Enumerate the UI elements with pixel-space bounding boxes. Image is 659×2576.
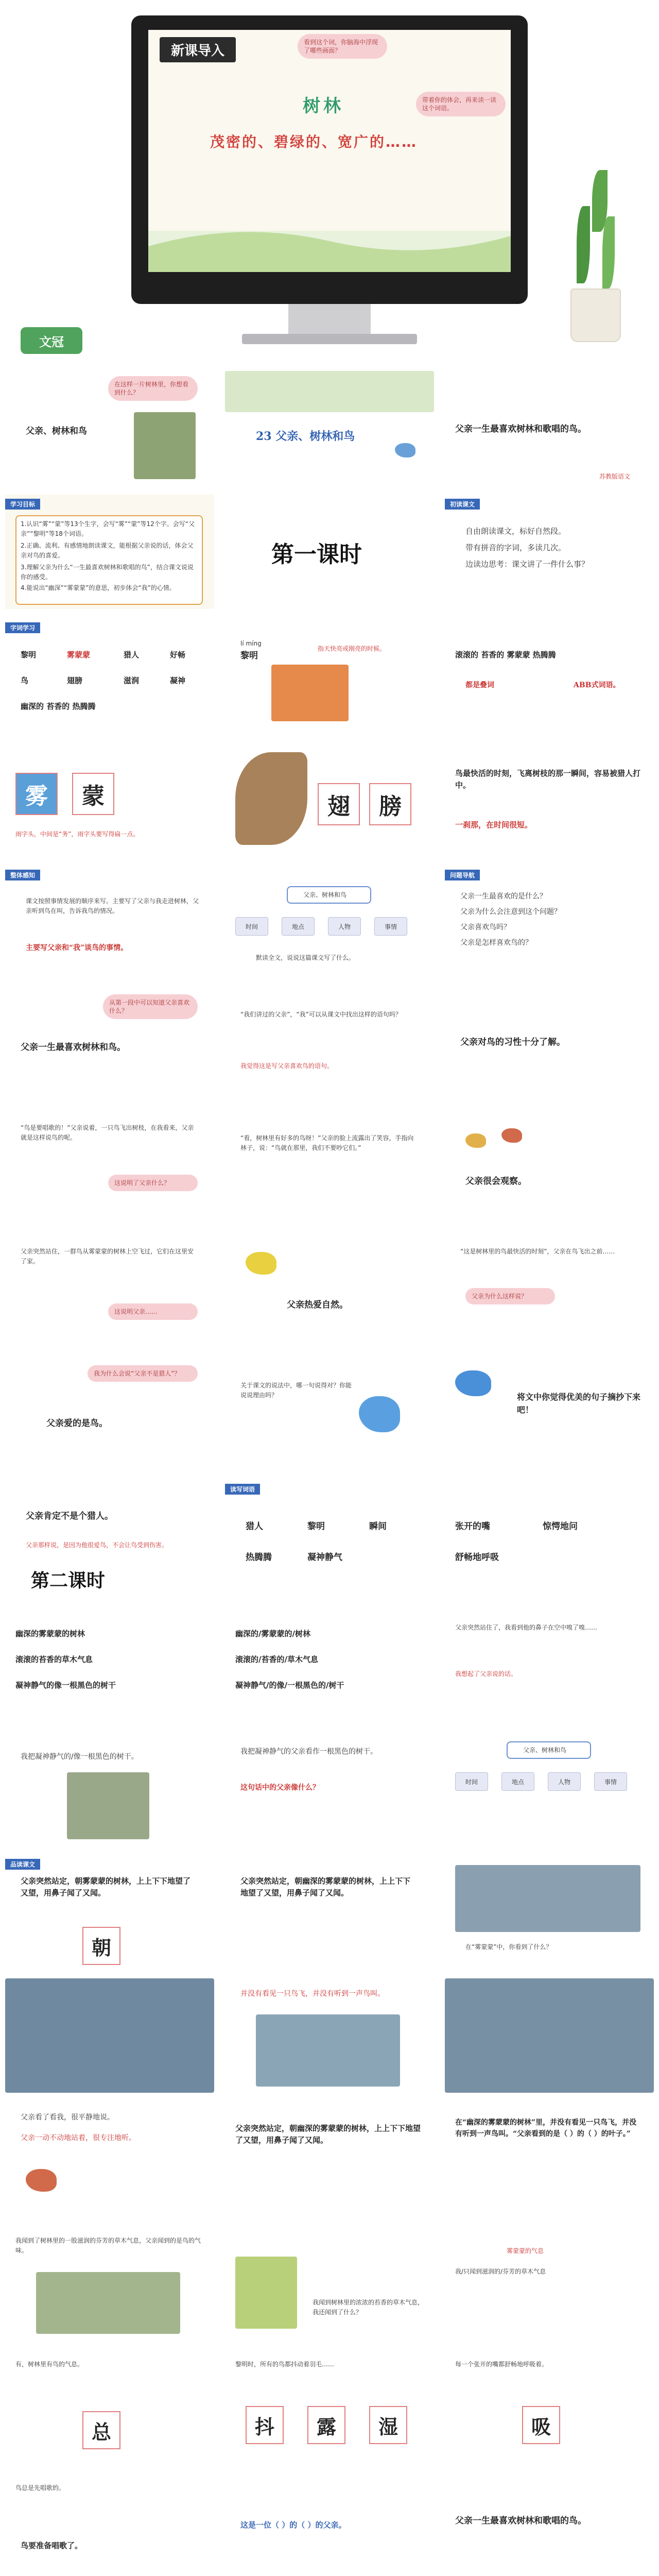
- slide-text: 父亲突然站定，朝雾蒙蒙的树林，上上下下地望了又望，用鼻子闻了又闻。: [21, 1876, 191, 1898]
- slide-26: [225, 1360, 434, 1475]
- slide-text: “这是树林里的鸟最快活的时刻”，父亲在鸟飞出之前……: [460, 1248, 615, 1255]
- label-pill: 时间: [455, 1772, 488, 1791]
- slide-text: 父亲热爱自然。: [287, 1300, 348, 1310]
- slide-15: [445, 866, 654, 980]
- bird-icon: [395, 443, 415, 457]
- slide-cloud: 从第一段中可以知道父亲喜欢什么？: [103, 994, 198, 1019]
- slide-30: [445, 1484, 654, 1598]
- box-title: 父亲、树林和鸟: [303, 891, 347, 899]
- slide-22: [5, 1236, 214, 1351]
- slide-text: 父亲一生最喜欢树林和鸟。: [21, 1042, 126, 1053]
- slide-caption: 我/只闻到滋润的/芬芳的草木气息: [455, 2268, 546, 2275]
- slide-line: 凝神静气/的像/一根黑色的/树干: [235, 1681, 344, 1690]
- slide-38: [5, 1855, 214, 1969]
- vocab-word: 黎明: [240, 651, 258, 661]
- slide-text: 鸟总是先唱歌的。: [15, 2484, 65, 2492]
- char-box: 湿: [369, 2406, 407, 2444]
- char-box: 总: [82, 2411, 120, 2449]
- slide-line: 滚滚的 苔香的 雾蒙蒙 热腾腾: [455, 650, 556, 659]
- monitor-base: [242, 334, 417, 344]
- slide-48: [225, 2226, 434, 2340]
- word-2: 雾蒙蒙: [67, 650, 91, 659]
- char-box: 膀: [369, 783, 411, 825]
- bird-icon: [246, 1252, 276, 1275]
- slide-caption: 苏教版语文: [599, 473, 631, 480]
- slide-17: [225, 989, 434, 1104]
- monitor-screen: [148, 30, 511, 272]
- slide-text: 课文按照事情发展的顺序来写。主要写了父亲与我走进树林，父亲听到鸟在叫，告诉我鸟的情况。: [26, 897, 199, 914]
- word-6: 翅膀: [67, 676, 83, 685]
- word-4: 好畅: [170, 650, 186, 659]
- slide-text-2: 鸟要准备唱歌了。: [21, 2541, 83, 2550]
- slide-19: [5, 1113, 214, 1227]
- slide-cloud: 这说明了父亲什么？: [108, 1175, 198, 1191]
- plant-pot: [570, 289, 621, 342]
- slide-line: 都是叠词: [465, 681, 494, 689]
- label-pill: 事情: [594, 1772, 627, 1791]
- slide-44: [5, 2102, 214, 2216]
- title-box: [507, 1741, 591, 1759]
- char-box: 吸: [522, 2406, 560, 2444]
- word-1: 张开的嘴: [455, 1521, 490, 1532]
- slide-32: [5, 1607, 214, 1722]
- slide-text: 这是一位（ ）的（ ）的父亲。: [240, 2520, 346, 2530]
- slide-text: 父亲一生最喜欢树林和歌唱的鸟。: [455, 424, 586, 434]
- slide-5: [225, 495, 434, 609]
- slide-text: 父亲对鸟的习性十分了解。: [460, 1037, 565, 1047]
- word-3: 舒畅地呼吸: [455, 1552, 499, 1563]
- monitor-stand: [288, 304, 371, 335]
- bird-icon: [501, 1128, 522, 1143]
- slide-10: [5, 742, 214, 856]
- slide-6: [445, 495, 654, 609]
- slide-text: 关于课文的说法中，哪一句说得对？你能说说理由吗？: [240, 1382, 352, 1399]
- slide-text: 在“幽深的雾蒙蒙的树林”里，并没有看见一只鸟飞，并没有听到一声鸟叫。“父亲看到的是（ ）的（ ）的叶子。”: [455, 2119, 637, 2138]
- slide-tag: 读写词语: [225, 1484, 260, 1495]
- objective-4: 4.能说出“幽深”“雾蒙蒙”的意思，初步体会“我”的心情。: [21, 584, 176, 591]
- label-pill: 人物: [548, 1772, 581, 1791]
- slide-tag: 初读课文: [445, 499, 480, 510]
- slide-tag: 学习目标: [5, 499, 40, 510]
- slide-text: 有，树林里有鸟的气息。: [15, 2361, 84, 2368]
- hero-section: [0, 0, 659, 371]
- slide-41: [5, 1978, 214, 2093]
- word-2: 惊愕地问: [543, 1521, 578, 1532]
- slide-35: [5, 1731, 214, 1845]
- slide-7: [5, 618, 214, 733]
- plant-leaf: [577, 206, 590, 283]
- slide-text: 在“雾蒙蒙”中，你看到了什么？: [465, 1943, 552, 1951]
- intro-tag: 新课导入: [160, 37, 236, 62]
- slide-text: 父亲一生最喜欢树林和歌唱的鸟。: [455, 2516, 586, 2526]
- slide-cloud: 父亲为什么这样说？: [465, 1288, 555, 1304]
- char-box: 雾: [15, 773, 58, 815]
- char-box: 朝: [82, 1927, 120, 1965]
- brand-logo: 文冠: [21, 327, 82, 354]
- slide-text-2: 父亲一动不动地站着，很专注地听。: [21, 2134, 136, 2142]
- slide-54: [225, 2473, 434, 2576]
- slide-caption: 父亲那样说，是因为他很爱鸟，不会让鸟受到伤害。: [26, 1541, 168, 1549]
- forest-image: [134, 412, 196, 479]
- slide-text: 父亲很会观察。: [465, 1176, 527, 1187]
- slide-tag: 字词学习: [5, 622, 40, 633]
- slide-23: [225, 1236, 434, 1351]
- foggy-forest-image: [5, 1978, 214, 2093]
- family-image: [235, 2257, 297, 2329]
- slide-51: [225, 2349, 434, 2464]
- slide-text: 我闻到树林里的浓浓的苔香的草木气息，我还闻到了什么？: [313, 2299, 424, 2316]
- label-pill: 地点: [501, 1772, 534, 1791]
- slide-47: [5, 2226, 214, 2340]
- slide-text: 鸟最快活的时刻，飞离树枝的那一瞬间，容易被猎人打中。: [455, 769, 641, 790]
- slide-text: 并没有看见一只鸟飞，并没有听到一声鸟叫。: [240, 1990, 385, 1998]
- reading-step-3: 边读边思考：课文讲了一件什么事？: [465, 560, 589, 569]
- slide-text: “看，树林里有好多的鸟呀！”父亲的脸上流露出了笑容，手指向林子，说：“鸟就在那里，我们不要吵它们。”: [240, 1134, 414, 1151]
- hero-cloud-2: 带着你的体会，再来读一读这个词语。: [416, 92, 506, 116]
- hero-subtitle: 茂密的、碧绿的、宽广的……: [210, 133, 418, 150]
- slide-55: [445, 2473, 654, 2576]
- hero-title: 树林: [303, 96, 344, 116]
- forest-image: [36, 2272, 180, 2334]
- objective-3: 3.理解父亲为什么“一生最喜欢树林和歌唱的鸟”，结合课文说说你的感受。: [21, 564, 194, 581]
- slide-39: [225, 1855, 434, 1969]
- slide-12: [445, 742, 654, 856]
- section-title: 第二课时: [31, 1570, 106, 1591]
- word-1: 黎明: [21, 650, 37, 659]
- slide-second-lesson: [5, 1484, 214, 1598]
- slide-text: 父亲突然站定，朝幽深的雾蒙蒙的树林，上上下下地望了又望，用鼻子闻了又闻。: [235, 2124, 421, 2145]
- slide-11: [225, 742, 434, 856]
- slide-34: [445, 1607, 654, 1722]
- slide-text: 我把凝神静气的父亲看作一根黑色的树干。: [240, 1748, 377, 1756]
- slide-45: [225, 2102, 434, 2216]
- foggy-forest-image: [445, 1978, 654, 2093]
- char-box: 蒙: [72, 773, 114, 815]
- label-pill: 人物: [328, 917, 361, 936]
- label-pill: 地点: [282, 917, 315, 936]
- slide-highlight: 一刹那，在时间很短。: [455, 820, 533, 829]
- slide-text: 将文中你觉得优美的句子摘抄下来吧！: [517, 1392, 641, 1415]
- foggy-forest-image: [455, 1865, 640, 1932]
- char-box: 翅: [318, 783, 360, 825]
- vine-decoration: [225, 371, 434, 412]
- slide-text: “鸟是要唱歌的！”父亲说着，一只鸟飞出树枝，在我看来，父亲就是这样说鸟的呢。: [21, 1124, 194, 1141]
- slide-29: [225, 1484, 434, 1598]
- word-3: 猎人: [124, 650, 140, 659]
- slide-42: [225, 1978, 434, 2093]
- slide-8: [225, 618, 434, 733]
- question-3: 父亲喜欢鸟吗？: [460, 923, 511, 931]
- slide-text: 父亲突然站住了，我看到他的鼻子在空中嗅了嗅……: [455, 1624, 598, 1631]
- slide-line: 幽深的雾蒙蒙的树林: [15, 1629, 85, 1638]
- slide-line: 滚滚的苔香的草木气息: [15, 1655, 93, 1664]
- slide-tag: 品读课文: [5, 1859, 40, 1870]
- forest-image: [67, 1772, 149, 1839]
- slide-52: [445, 2349, 654, 2464]
- slide-text: 父亲突然站住，一群鸟从雾蒙蒙的树林上空飞过，它们在这里安了家。: [21, 1248, 194, 1265]
- question-2: 父亲为什么会注意到这个问题？: [460, 908, 561, 916]
- word-5: 凝神静气: [307, 1552, 342, 1563]
- slide-50: [5, 2349, 214, 2464]
- slide-25: [5, 1360, 214, 1475]
- slide-13: [5, 866, 214, 980]
- slide-text: 黎明时，所有的鸟都抖动着羽毛……: [235, 2361, 335, 2368]
- slide-49: [445, 2226, 654, 2340]
- hero-cloud-1: 看到这个词，你脑海中浮现了哪些画面？: [298, 34, 387, 59]
- slide-cloud: 在这样一片树林里，你想看到什么？: [108, 376, 198, 401]
- char-box: 抖: [246, 2406, 284, 2444]
- slide-40: [445, 1855, 654, 1969]
- slide-text: 每一个张开的嘴都舒畅地呼吸着。: [455, 2361, 548, 2368]
- slide-3: [445, 371, 654, 485]
- word-7: 滋润: [124, 676, 140, 685]
- slide-tag: 整体感知: [5, 870, 40, 880]
- lesson-title: 23 父亲、树林和鸟: [256, 430, 355, 443]
- slide-text: 我把凝神静气的/像一根黑色的树干。: [21, 1753, 138, 1761]
- slide-24: [445, 1236, 654, 1351]
- slide-line: 幽深的/雾蒙蒙的/树林: [235, 1629, 310, 1638]
- question-4: 父亲是怎样喜欢鸟的？: [460, 939, 532, 947]
- word-2: 黎明: [307, 1521, 325, 1532]
- slide-caption: 我想起了父亲说的话。: [455, 1670, 517, 1677]
- slide-line: 凝神静气的像一根黑色的树干: [15, 1681, 116, 1690]
- slide-53: [5, 2473, 214, 2576]
- word-9: 幽深的 苔香的 热腾腾: [21, 702, 96, 711]
- slide-16: [5, 989, 214, 1104]
- label-pill: 时间: [235, 917, 268, 936]
- objectives-box: [15, 515, 203, 605]
- slide-37: [445, 1731, 654, 1845]
- slide-18: [445, 989, 654, 1104]
- plant-leaf: [602, 216, 615, 289]
- word-5: 鸟: [21, 676, 29, 685]
- reading-step-2: 带有拼音的字词，多读几次。: [465, 543, 566, 552]
- slide-text: 父亲看了看我，很平静地说。: [21, 2113, 114, 2122]
- slide-line: 滚滚的/苔香的/草木气息: [235, 1655, 318, 1664]
- slide-caption: 默读全文，说说这篇课文写了什么。: [256, 954, 355, 961]
- sunrise-image: [271, 665, 349, 721]
- slide-highlight: 主要写父亲和“我”谈鸟的事情。: [26, 944, 128, 952]
- char-box: 露: [307, 2406, 345, 2444]
- box-title: 父亲、树林和鸟: [523, 1747, 567, 1754]
- slide-text: 我闻到了树林里的一股滋润的芬芳的草木气息，父亲闻到的是鸟的气味。: [15, 2237, 201, 2254]
- bird-icon: [359, 1396, 400, 1432]
- title-box: [287, 886, 371, 904]
- slide-text: “我们讲过的父亲”，“我”可以从课文中找出这样的语句吗？: [240, 1011, 402, 1018]
- word-1: 猎人: [246, 1521, 263, 1532]
- slide-text: 雾蒙蒙的气息: [507, 2247, 544, 2255]
- wing-image: [235, 752, 307, 845]
- slide-caption: 我觉得这是写父亲喜欢鸟的语句。: [240, 1062, 334, 1070]
- foggy-forest-image: [256, 2014, 400, 2087]
- pinyin: lí míng: [240, 640, 262, 647]
- slide-21: [445, 1113, 654, 1227]
- word-3: 瞬间: [369, 1521, 387, 1532]
- slide-text: 父亲、树林和鸟: [26, 426, 87, 436]
- reading-step-1: 自由朗读课文，标好自然段。: [465, 527, 566, 536]
- word-8: 凝神: [170, 676, 186, 685]
- objective-2: 2.正确、流利、有感情地朗读课文，能根据父亲说的话，体会父亲对鸟的喜爱。: [21, 542, 194, 559]
- slide-33: [225, 1607, 434, 1722]
- bird-icon: [465, 1133, 486, 1148]
- slide-43: [445, 1978, 654, 2093]
- slide-9: [445, 618, 654, 733]
- slide-text: 父亲突然站定，朝幽深的雾蒙蒙的树林，上上下下地望了又望，用鼻子闻了又闻。: [240, 1876, 411, 1898]
- slide-36: [225, 1731, 434, 1845]
- slide-line: ABB式词语。: [574, 681, 620, 689]
- slide-46: [445, 2102, 654, 2216]
- slide-4: [5, 495, 214, 609]
- slide-1: [5, 371, 214, 485]
- word-4: 热腾腾: [246, 1552, 272, 1563]
- slide-20: [225, 1113, 434, 1227]
- bird-icon: [26, 2169, 57, 2192]
- slide-27: [445, 1360, 654, 1475]
- slide-tag: 问题导航: [445, 870, 480, 880]
- section-title: 第一课时: [271, 541, 362, 568]
- char-note: 雨字头，中间是“务”，雨字头要写得扁一点。: [15, 831, 140, 838]
- grass-illustration: [148, 200, 511, 272]
- slide-text: 父亲爱的是鸟。: [46, 1418, 108, 1429]
- slide-sub: 这句话中的父亲像什么？: [240, 1784, 320, 1792]
- slide-caption: 指天快亮或刚亮的时候。: [318, 645, 386, 652]
- label-pill: 事情: [374, 917, 407, 936]
- question-1: 父亲一生最喜欢的是什么？: [460, 892, 547, 901]
- slide-text: 父亲肯定不是个猎人。: [26, 1511, 113, 1521]
- slide-cloud: 这说明父亲……: [108, 1303, 198, 1320]
- slide-14: [225, 866, 434, 980]
- slide-2: [225, 371, 434, 485]
- objective-1: 1.认识“雾”“蒙”等13个生字，会写“雾”“蒙”等12个字。会写“父亲”“黎明”等18个词语。: [21, 520, 195, 537]
- bird-icon: [455, 1370, 491, 1396]
- slide-cloud: 我为什么会说“父亲不是猎人”？: [88, 1365, 198, 1382]
